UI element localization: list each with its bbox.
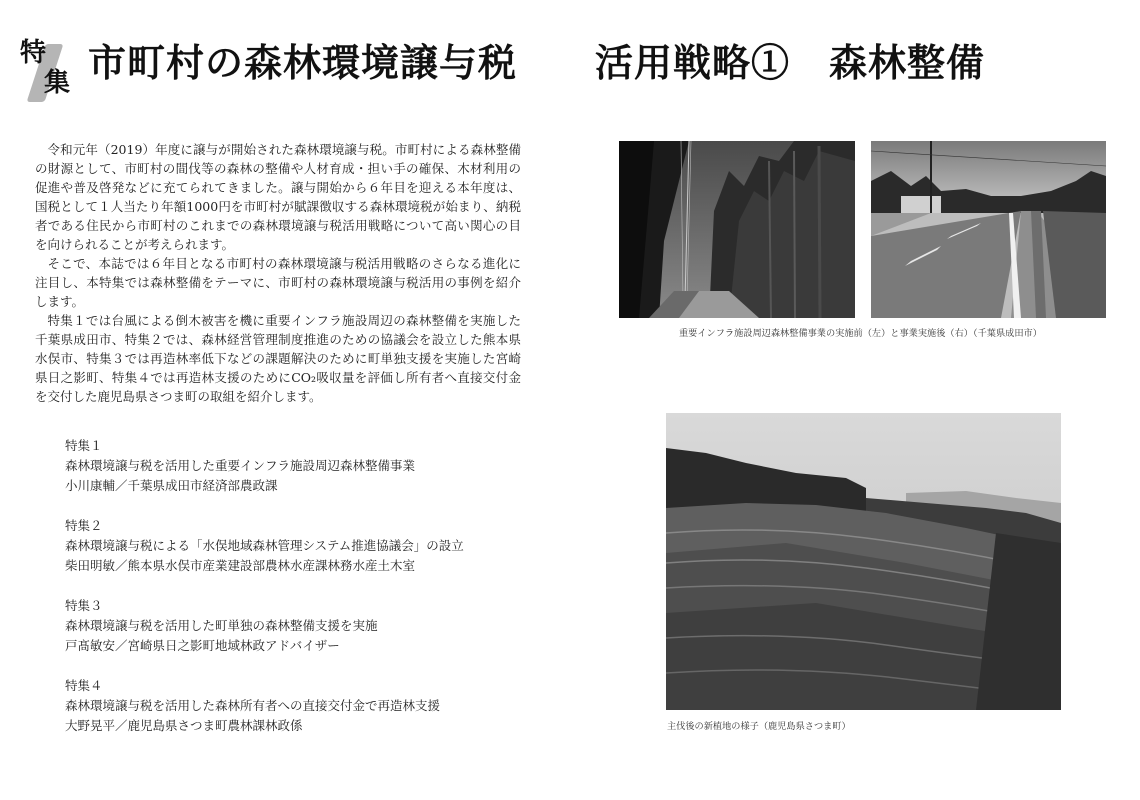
- feature-item: [65, 596, 585, 656]
- feature-badge: [18, 38, 80, 104]
- photo-replanted: [666, 413, 1061, 710]
- feature-heading: 特集４: [65, 678, 103, 693]
- feature-author: 柴田明敏／熊本県水俣市産業建設部農林水産課林務水産土木室: [65, 558, 416, 573]
- feature-item: [65, 676, 585, 736]
- feature-title: 森林環境譲与税を活用した重要インフラ施設周辺森林整備事業: [65, 458, 416, 473]
- intro-paragraph: そこで、本誌では６年目となる市町村の森林環境譲与税活用戦略のさらなる進化に注目し、本特集では森林整備をテーマに、市町村の森林環境譲与税活用の事例を紹介します。: [35, 256, 521, 309]
- feature-title: 森林環境譲与税を活用した町単独の森林整備支援を実施: [65, 618, 378, 633]
- feature-item: [65, 436, 585, 496]
- photo-caption-top: 重要インフラ施設周辺森林整備事業の実施前（左）と事業実施後（右）（千葉県成田市）: [679, 328, 1042, 339]
- page-title: 市町村の森林環境譲与税 活用戦略① 森林整備: [88, 40, 986, 85]
- feature-heading: 特集３: [65, 598, 103, 613]
- feature-author: 戸髙敏安／宮崎県日之影町地域林政アドバイザー: [65, 638, 340, 653]
- intro-paragraph: 特集１では台風による倒木被害を機に重要インフラ施設周辺の森林整備を実施した千葉県成田市、特集２では、森林経営管理制度推進のための協議会を設立した熊本県水俣市、特集３では再造林率低下などの課題解決のために町単独支援を実施した宮崎県日之影町、特集４では再造林支援のためにCO₂吸収量を評価し所有者へ直接交付金を交付した鹿児島県さつま町の取組を紹介します。: [35, 313, 521, 404]
- feature-item: [65, 516, 585, 576]
- feature-author: 大野晃平／鹿児島県さつま町農林課林政係: [65, 718, 303, 733]
- badge-char-top: 特: [20, 38, 47, 68]
- intro-paragraph: 令和元年（2019）年度に譲与が開始された森林環境譲与税。市町村による森林整備の財源として、市町村の間伐等の森林の整備や人材育成・担い手の確保、木材利用の促進や普及啓発などに充てられてきました。譲与開始から６年目を迎える本年度は、国税として１人当たり年額1000円を市町村が賦課徴収する森林環境税が始まり、納税者である住民から市町村のこれまでの森林環境譲与税活用戦略について高い関心の目を向けられることが考えられます。: [35, 142, 521, 252]
- intro-text: [35, 140, 521, 406]
- feature-title: 森林環境譲与税による「水俣地域森林管理システム推進協議会」の設立: [65, 538, 464, 553]
- photo-caption-bottom: 主伐後の新植地の様子（鹿児島県さつま町）: [667, 721, 851, 732]
- feature-heading: 特集２: [65, 518, 103, 533]
- photo-after: [871, 141, 1106, 318]
- feature-title: 森林環境譲与税を活用した森林所有者への直接交付金で再造林支援: [65, 698, 441, 713]
- badge-char-bottom: 集: [44, 68, 71, 98]
- feature-heading: 特集１: [65, 438, 103, 453]
- feature-author: 小川康輔／千葉県成田市経済部農政課: [65, 478, 278, 493]
- feature-list: [65, 436, 585, 756]
- photo-before: [619, 141, 855, 318]
